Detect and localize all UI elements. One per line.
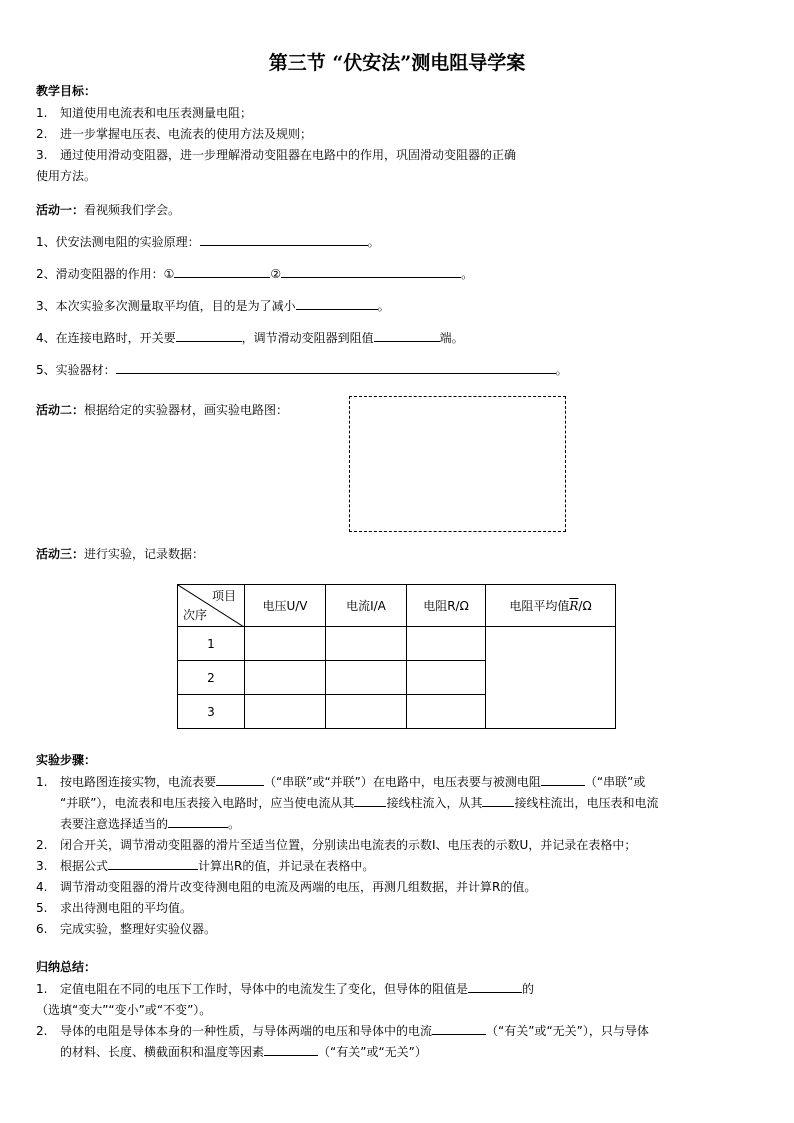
answer-blank[interactable] bbox=[174, 265, 270, 278]
summary-item-2: 2. 导体的电阻是导体本身的一种性质，与导体两端的电压和导体中的电流 （“有关”或“无关”），只与导体 bbox=[36, 1024, 649, 1038]
answer-blank[interactable] bbox=[176, 329, 242, 342]
step-6: 6. 完成实验，整理好实验仪器。 bbox=[36, 922, 217, 936]
table-cell[interactable] bbox=[407, 695, 486, 729]
answer-blank[interactable] bbox=[432, 1022, 486, 1035]
step-2: 2. 闭合开关，调节滑动变阻器的滑片至适当位置，分别读出电流表的示数I、电压表的示数U，并记录在表格中； bbox=[36, 838, 637, 852]
table-cell[interactable] bbox=[326, 627, 407, 661]
activity1-question-2: 2、滑动变阻器的作用：① ② 。 bbox=[36, 267, 474, 281]
summary-item-2-cont: 的材料、长度、横截面积和温度等因素 （“有关”或“无关”） bbox=[60, 1045, 427, 1059]
objectives-heading: 教学目标： bbox=[36, 84, 97, 98]
table-cell[interactable] bbox=[245, 695, 326, 729]
answer-blank[interactable] bbox=[168, 815, 228, 828]
table-row: 2 bbox=[178, 661, 616, 695]
steps-heading: 实验步骤： bbox=[36, 753, 97, 767]
activity1-question-1: 1、伏安法测电阻的实验原理： 。 bbox=[36, 235, 380, 249]
step-1-cont: “并联”），电流表和电压表接入电路时，应当使电流从其 接线柱流入，从其 接线柱流出，电压表和电流 bbox=[60, 796, 659, 810]
table-row: 1 bbox=[178, 627, 616, 661]
summary-heading: 归纳总结： bbox=[36, 960, 97, 974]
activity2-heading: 活动二：根据给定的实验器材，画实验电路图： bbox=[36, 403, 289, 417]
circuit-drawing-area[interactable] bbox=[349, 396, 566, 532]
activity1-question-5: 5、实验器材： 。 bbox=[36, 363, 568, 377]
answer-blank[interactable] bbox=[374, 329, 440, 342]
answer-blank[interactable] bbox=[281, 265, 461, 278]
activity1-heading: 活动一：看视频我们学会。 bbox=[36, 203, 181, 217]
summary-item-1: 1. 定值电阻在不同的电压下工作时，导体中的电流发生了变化，但导体的阻值是 的 bbox=[36, 982, 535, 996]
answer-blank[interactable] bbox=[116, 361, 556, 374]
answer-blank[interactable] bbox=[354, 794, 386, 807]
answer-blank[interactable] bbox=[468, 980, 522, 993]
step-1: 1. 按电路图连接实物，电流表要 （“串联”或“并联”）在电路中，电压表要与被测电阻 （“串联”或 bbox=[36, 775, 646, 789]
answer-blank[interactable] bbox=[296, 297, 378, 310]
page-title: 第三节 “伏安法”测电阻导学案 bbox=[268, 52, 526, 74]
table-cell[interactable] bbox=[407, 661, 486, 695]
answer-blank[interactable] bbox=[482, 794, 514, 807]
column-header-voltage: 电压U/V bbox=[245, 585, 326, 627]
summary-item-1-cont: （选填“变大”“变小”或“不变”）。 bbox=[36, 1003, 212, 1017]
answer-blank[interactable] bbox=[541, 773, 585, 786]
average-cell[interactable] bbox=[486, 627, 616, 729]
table-cell[interactable] bbox=[407, 627, 486, 661]
formula-blank[interactable] bbox=[108, 857, 198, 870]
activity3-heading: 活动三：进行实验，记录数据： bbox=[36, 547, 205, 561]
table-cell[interactable] bbox=[245, 627, 326, 661]
step-5: 5. 求出待测电阻的平均值。 bbox=[36, 901, 193, 915]
table-cell[interactable] bbox=[326, 695, 407, 729]
table-corner-header: 项目 次序 bbox=[178, 585, 245, 627]
answer-blank[interactable] bbox=[216, 773, 264, 786]
column-header-current: 电流I/A bbox=[326, 585, 407, 627]
column-header-average-resistance: 电阻平均值$\overline{R}/\Omega$ bbox=[486, 585, 616, 627]
answer-blank[interactable] bbox=[264, 1043, 318, 1056]
table-row: 3 bbox=[178, 695, 616, 729]
column-header-resistance: 电阻R/Ω bbox=[407, 585, 486, 627]
objective-item-continued: 使用方法。 bbox=[36, 169, 97, 183]
data-table bbox=[177, 584, 616, 729]
table-cell[interactable] bbox=[245, 661, 326, 695]
activity1-question-3: 3、本次实验多次测量取平均值，目的是为了减小 。 bbox=[36, 299, 390, 313]
step-1-cont: 表要注意选择适当的 。 bbox=[60, 817, 241, 831]
objective-item: 3. 通过使用滑动变阻器，进一步理解滑动变阻器在电路中的作用，巩固滑动变阻器的正确 bbox=[36, 148, 517, 162]
step-4: 4. 调节滑动变阻器的滑片改变待测电阻的电流及两端的电压，再测几组数据，并计算R的值。 bbox=[36, 880, 537, 894]
activity1-question-4: 4、在连接电路时，开关要 ，调节滑动变阻器到阻值 端。 bbox=[36, 331, 464, 345]
answer-blank[interactable] bbox=[200, 233, 368, 246]
step-3: 3. 根据公式 计算出R的值，并记录在表格中。 bbox=[36, 859, 375, 873]
objective-item: 2. 进一步掌握电压表、电流表的使用方法及规则； bbox=[36, 127, 313, 141]
table-cell[interactable] bbox=[326, 661, 407, 695]
objective-item: 1. 知道使用电流表和电压表测量电阻； bbox=[36, 106, 253, 120]
